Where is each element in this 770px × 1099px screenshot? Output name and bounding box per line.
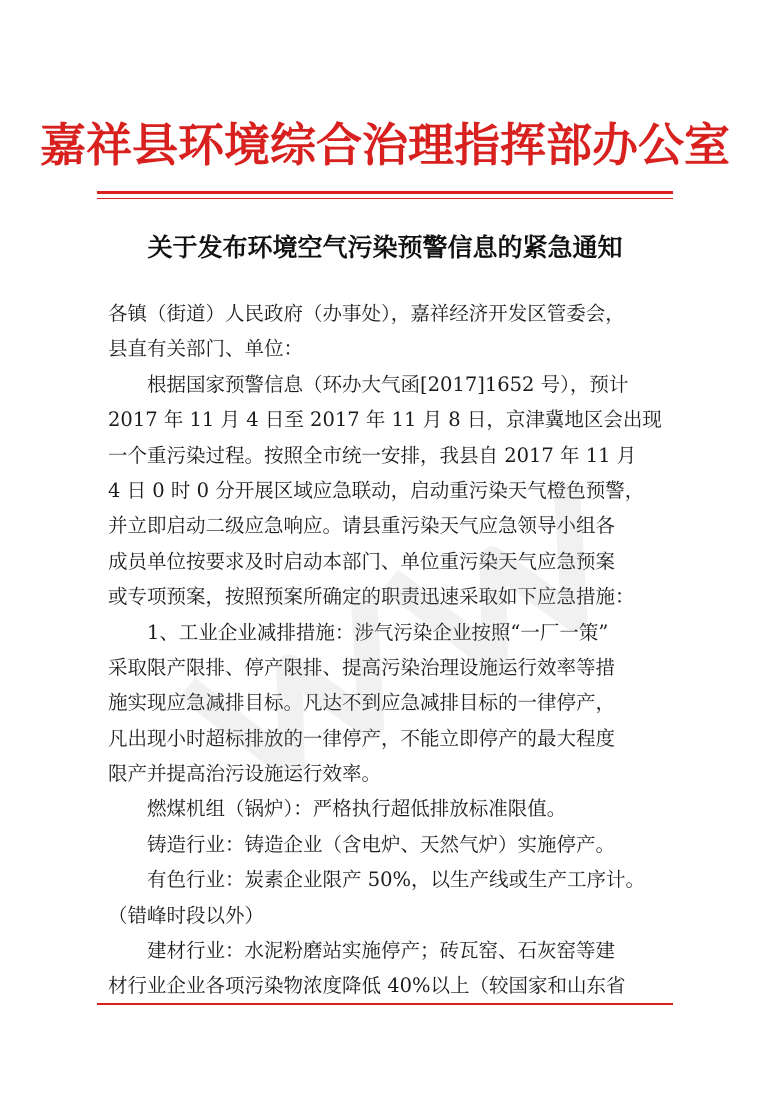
paragraph-line: 限产并提高治污设施运行效率。 (108, 762, 382, 786)
paragraph-line: 材行业企业各项污染物浓度降低 40%以上（较国家和山东省 (108, 974, 626, 998)
document-body (108, 296, 668, 1004)
paragraph-line: 成员单位按要求及时启动本部门、单位重污染天气应急预案 (108, 549, 616, 573)
paragraph-line: （错峰时段以外） (108, 903, 265, 927)
paragraph-line: 根据国家预警信息（环办大气函[2017]1652 号），预计 (147, 372, 629, 396)
paragraph-line: 施实现应急减排目标。凡达不到应急减排目标的一律停产， (108, 691, 616, 715)
paragraph-line: 一个重污染过程。按照全市统一安排，我县自 2017 年 11 月 (108, 443, 637, 467)
paragraph-line: 有色行业：炭素企业限产 50%，以生产线或生产工序计。 (147, 868, 646, 892)
header-red-rule-thin (97, 198, 673, 199)
paragraph-line: 建材行业：水泥粉磨站实施停产；砖瓦窑、石灰窑等建 (147, 939, 616, 963)
paragraph-line: 采取限产限排、停产限排、提高污染治理设施运行效率等措 (108, 655, 616, 679)
document-title: 关于发布环境空气污染预警信息的紧急通知 (147, 233, 623, 262)
organization-header: 嘉祥县环境综合治理指挥部办公室 (40, 118, 730, 172)
addressee-line: 县直有关部门、单位： (108, 337, 304, 361)
paragraph-line: 或专项预案，按照预案所确定的职责迅速采取如下应急措施： (108, 585, 635, 609)
paragraph-line: 燃煤机组（锅炉）：严格执行超低排放标准限值。 (147, 797, 567, 821)
addressee-line: 各镇（街道）人民政府（办事处），嘉祥经济开发区管委会， (108, 302, 625, 325)
paragraph-line: 凡出现小时超标排放的一律停产，不能立即停产的最大程度 (108, 726, 616, 750)
paragraph-line: 1、工业企业减排措施：涉气污染企业按照“一厂一策” (147, 620, 609, 644)
paragraph-line: 4 日 0 时 0 分开展区域应急联动，启动重污染天气橙色预警， (108, 478, 645, 502)
paragraph-line: 并立即启动二级应急响应。请县重污染天气应急领导小组各 (108, 514, 616, 538)
footer-red-rule (97, 1003, 673, 1005)
paragraph-line: 铸造行业：铸造企业（含电炉、天然气炉）实施停产。 (147, 832, 616, 856)
header-red-rule (97, 191, 673, 194)
paragraph-line: 2017 年 11 月 4 日至 2017 年 11 月 8 日，京津冀地区会出现 (108, 408, 662, 432)
